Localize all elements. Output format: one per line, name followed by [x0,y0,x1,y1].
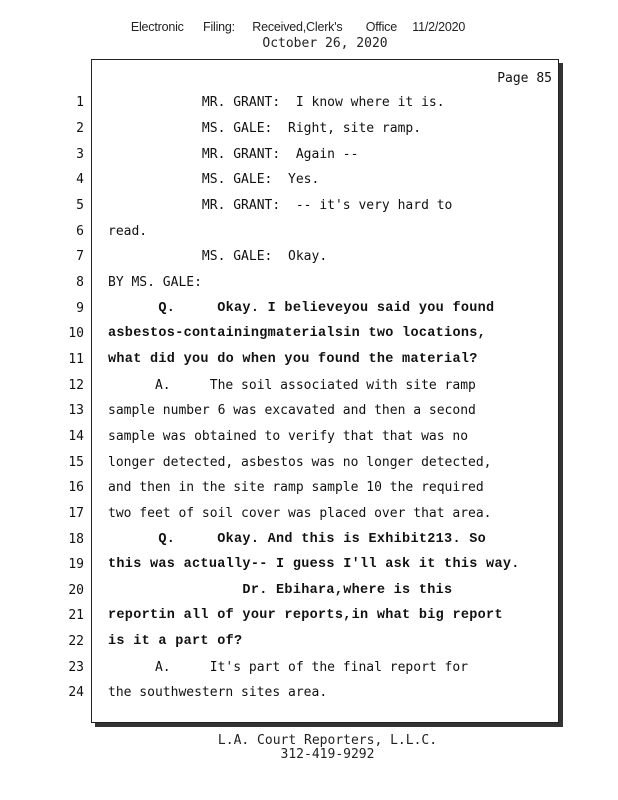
transcript-line: is it a part of? [108,634,243,649]
transcript-line: reportin all of your reports,in what big report [108,608,503,623]
line-number: 5 [76,198,84,213]
reporter-phone: 312-419-9292 [280,747,375,762]
line-number: 8 [76,275,84,290]
line-number: 20 [68,583,84,598]
line-number: 22 [68,634,84,649]
transcript-line: MS. GALE: Okay. [108,249,328,264]
page-number: Page 85 [497,71,552,86]
transcript-line: MR. GRANT: Again -- [108,147,359,162]
transcript-line: MR. GRANT: -- it's very hard to [108,198,453,213]
stamp-word: Electronic [130,20,184,34]
transcript-line: the southwestern sites area. [108,685,328,700]
line-number: 6 [76,224,84,239]
line-number: 18 [68,532,84,547]
stamp-word: Office [365,20,397,34]
line-number: 23 [68,660,84,675]
line-number: 17 [68,506,84,521]
transcript-line: A. The soil associated with site ramp [108,378,476,393]
transcript-line: two feet of soil cover was placed over that area. [108,506,492,521]
transcript-line: sample was obtained to verify that that was no [108,429,469,444]
transcript-line: A. It's part of the final report for [108,660,469,675]
line-number: 21 [68,608,84,623]
reporter-company: L.A. Court Reporters, L.L.C. [217,733,438,748]
transcript-line: MR. GRANT: I know where it is. [108,95,445,110]
transcript-line: BY MS. GALE: [108,275,202,290]
filing-stamp [0,20,596,34]
line-number: 15 [68,455,84,470]
line-number: 19 [68,557,84,572]
transcript-line: longer detected, asbestos was no longer detected, [108,455,492,470]
transcript-line: Q. Okay. And this is Exhibit213. So [108,532,487,547]
line-number: 1 [76,95,84,110]
transcript-line: Dr. Ebihara,where is this [108,583,453,598]
line-number: 13 [68,403,84,418]
transcript-date: October 26, 2020 [262,36,388,51]
line-number: 16 [68,480,84,495]
transcript-line: what did you do when you found the material? [108,352,478,367]
transcript-line: MS. GALE: Right, site ramp. [108,121,422,136]
line-number: 14 [68,429,84,444]
line-number: 3 [76,147,84,162]
transcript-line: asbestos-containingmaterialsin two locations, [108,326,487,341]
stamp-word: Received,Clerk's [252,20,343,34]
transcript-line: Q. Okay. I believeyou said you found [108,301,495,316]
line-number: 7 [76,249,84,264]
stamp-word: 11/2/2020 [412,20,466,34]
transcript-line: and then in the site ramp sample 10 the required [108,480,484,495]
line-number: 2 [76,121,84,136]
line-number: 4 [76,172,84,187]
transcript-line: sample number 6 was excavated and then a second [108,403,476,418]
line-number: 11 [68,352,84,367]
line-number: 10 [68,326,84,341]
stamp-word: Filing: [203,20,235,34]
transcript-line: read. [108,224,148,239]
line-number: 9 [76,301,84,316]
transcript-line: MS. GALE: Yes. [108,172,320,187]
transcript-line: this was actually-- I guess I'll ask it this way. [108,557,520,572]
line-number: 12 [68,378,84,393]
line-number: 24 [68,685,84,700]
